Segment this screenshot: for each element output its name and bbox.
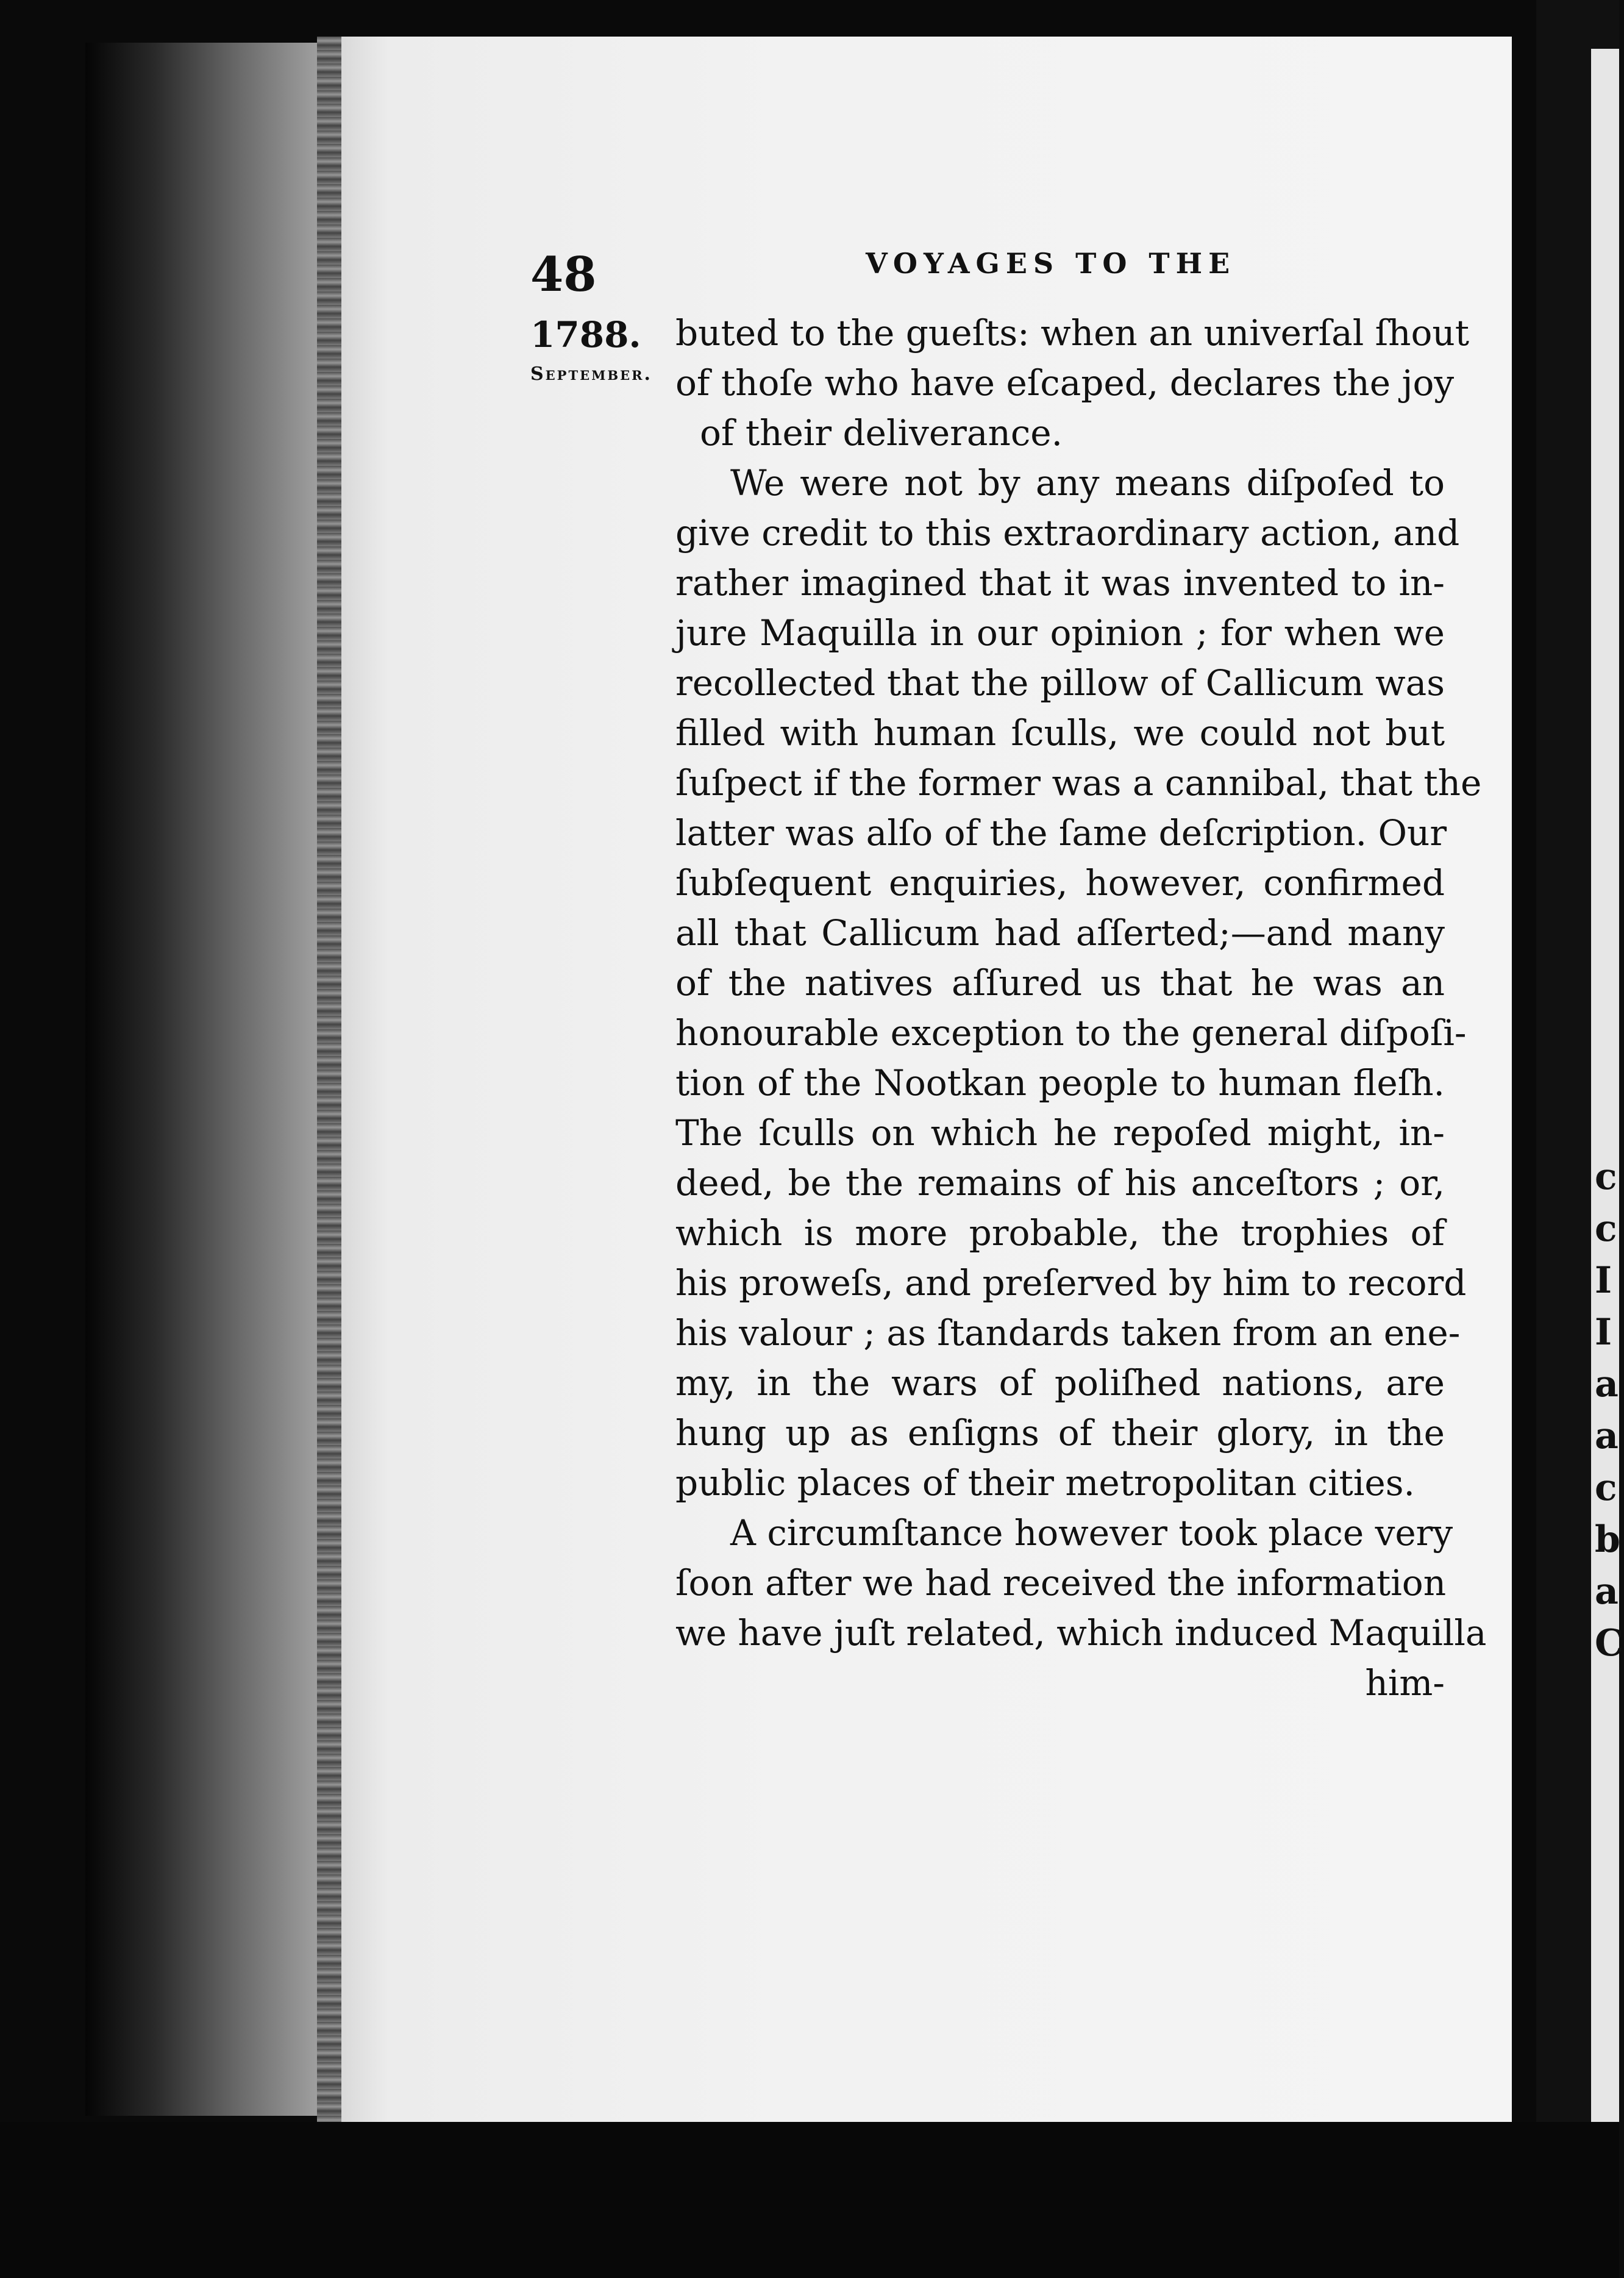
text-line: honourable exception to the general diſpoſi- bbox=[675, 1012, 1467, 1054]
text-line: deed, be the remains of his anceſtors ; or, bbox=[675, 1162, 1445, 1204]
text-line: of thoſe who have eſcaped, declares the joy bbox=[675, 362, 1455, 404]
text-line: of their deliverance. bbox=[700, 412, 1063, 454]
torn-page-edge bbox=[317, 37, 341, 2122]
text-line: we have juſt related, which induced Maquilla bbox=[675, 1612, 1487, 1654]
text-line: his proweſs, and preſerved by him to record bbox=[675, 1262, 1467, 1304]
text-line: The ſculls on which he repoſed might, in- bbox=[675, 1112, 1445, 1154]
text-line: public places of their metropolitan cities. bbox=[675, 1462, 1415, 1504]
text-line: filled with human ſculls, we could not but bbox=[675, 712, 1445, 754]
text-line: We were not by any means diſpoſed to bbox=[730, 462, 1445, 504]
text-line: jure Maquilla in our opinion ; for when we bbox=[675, 612, 1445, 654]
text-line: ſuſpect if the former was a cannibal, that the bbox=[675, 762, 1482, 804]
facing-page-letter: c bbox=[1595, 1207, 1617, 1250]
text-line: tion of the Nootkan people to human fleſh. bbox=[675, 1062, 1445, 1104]
page-number: 48 bbox=[530, 247, 597, 302]
facing-page-letter: a bbox=[1595, 1570, 1619, 1613]
running-head: VOYAGES TO THE bbox=[866, 247, 1236, 280]
facing-page-letter: c bbox=[1595, 1466, 1617, 1509]
facing-page-letter: C bbox=[1595, 1622, 1624, 1665]
body-text bbox=[675, 308, 1487, 1708]
text-line: A circumſtance however took place very bbox=[730, 1512, 1453, 1554]
facing-page-sliver bbox=[1591, 49, 1624, 2146]
text-line: ſubſequent enquiries, however, confirmed bbox=[675, 862, 1445, 904]
text-line: his valour ; as ſtandards taken from an ene- bbox=[675, 1312, 1461, 1354]
text-line: rather imagined that it was invented to in- bbox=[675, 562, 1445, 604]
facing-page-letter: I bbox=[1595, 1259, 1612, 1302]
facing-page-letter: b bbox=[1595, 1518, 1620, 1561]
facing-page-letter: a bbox=[1595, 1415, 1619, 1457]
facing-page-letter: c bbox=[1595, 1155, 1617, 1198]
catchword: him- bbox=[1365, 1662, 1445, 1704]
text-line: of the natives aſſured us that he was an bbox=[675, 962, 1445, 1004]
facing-page-letter: a bbox=[1595, 1363, 1619, 1405]
text-line: hung up as enſigns of their glory, in the bbox=[675, 1412, 1445, 1454]
margin-month: September. bbox=[530, 363, 652, 385]
text-line: ſoon after we had received the information bbox=[675, 1562, 1447, 1604]
text-line: all that Callicum had aſſerted;—and many bbox=[675, 912, 1445, 954]
text-line: latter was alſo of the ſame deſcription. Our bbox=[675, 812, 1447, 854]
scan-bottom-band bbox=[0, 2122, 1619, 2278]
text-line: my, in the wars of poliſhed nations, are bbox=[675, 1362, 1445, 1404]
text-line: recollected that the pillow of Callicum was bbox=[675, 662, 1445, 704]
text-line: buted to the gueſts: when an univerſal ſhout bbox=[675, 312, 1470, 354]
text-line: give credit to this extraordinary action, and bbox=[675, 512, 1460, 554]
text-line: which is more probable, the trophies of bbox=[675, 1212, 1445, 1254]
facing-page-letter: I bbox=[1595, 1311, 1612, 1354]
margin-year: 1788. bbox=[530, 314, 641, 355]
